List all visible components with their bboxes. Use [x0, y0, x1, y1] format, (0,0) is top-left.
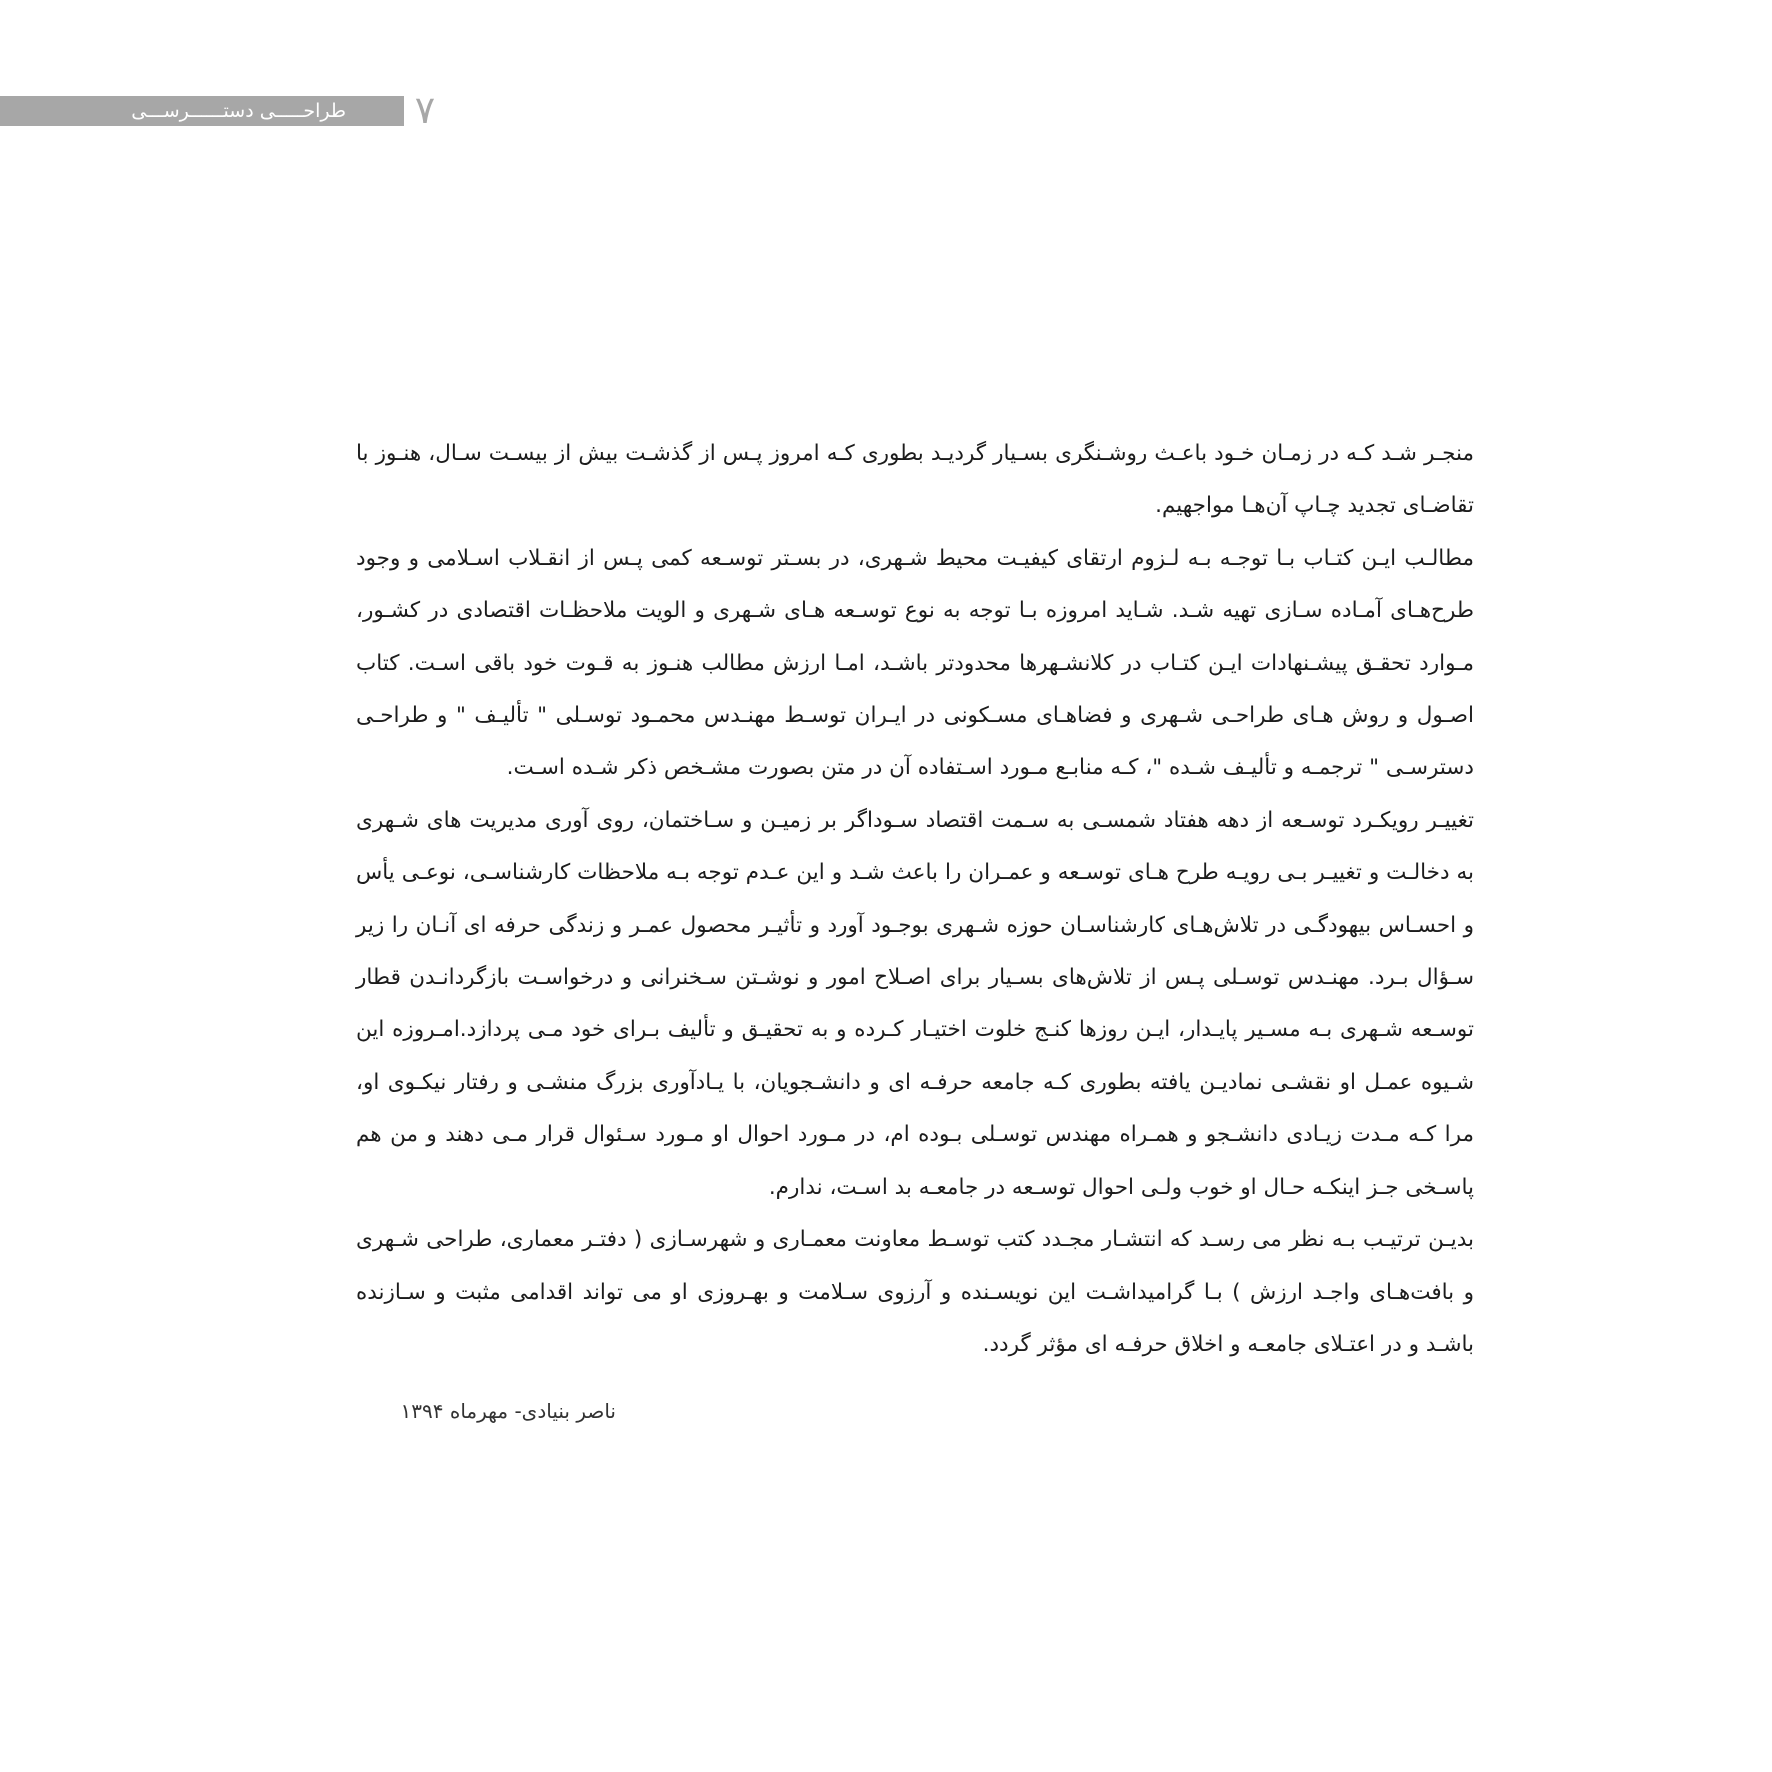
paragraph: منجـر شـد کـه در زمـان خـود باعـث روشـنگری بسـیار گردیـد بطوری کـه امروز پـس از گذشـت بیش از بیسـت سـال، هنـوز با تقاضـای تجدید چـاپ آن‌هـا مواجهیم.	[356, 441, 1474, 519]
running-header-band	[0, 96, 404, 126]
author-signature-line: ناصر بنیادی- مهرماه ۱۳۹۴	[400, 1399, 616, 1423]
paragraph: بدیـن ترتیـب بـه نظر می رسـد که انتشـار مجـدد کتب توسـط معاونت معمـاری و شهرسـازی ( دفتـر معماری، طراحی شـهری و بافت‌هـای واجـد ارزش ) بـا گرامیداشـت این نویسـنده و آرزوی سـلامت و بهـروزی او می تواند اقدامی مثبت و سـازنده باشـد و در اعتـلای جامعـه و اخلاق حرفـه ای مؤثر گردد.	[356, 1227, 1474, 1357]
body-text	[356, 428, 1474, 1371]
page-number: ۷	[414, 88, 436, 132]
paragraph: تغییـر رویکـرد توسـعه از دهه هفتاد شمسـی به سـمت اقتصاد سـوداگر بر زمیـن و سـاختمان، روی آوری مدیریت های شـهری به دخالـت و تغییـر بـی رویـه طرح هـای توسـعه و عمـران را باعث شـد و این عـدم توجه بـه ملاحظات کارشناسـی، نوعـی یأس و احسـاس بیهودگـی در تلاش‌هـای کارشناسـان حوزه شـهری بوجـود آورد و تأثیـر محصول عمـر و زندگی حرفه ای آنـان را زیر سـؤال بـرد. مهنـدس توسـلی پـس از تلاش‌های بسـیار برای اصـلاح امور و نوشـتن سـخنرانی و درخواسـت بازگردانـدن قطار توسـعه شـهری بـه مسـیر پایـدار، ایـن روزها کنـج خلوت اختیـار کـرده و به تحقیـق و تألیف بـرای خود مـی پردازد.امـروزه این شـیوه عمـل او نقشـی نمادیـن یافته بطوری کـه جامعه حرفـه ای و دانشـجویان، با یـادآوری بزرگ منشـی و رفتار نیکـوی او، مرا کـه مـدت زیـادی دانشـجو و همـراه مهندس توسـلی بـوده ام، در مـورد احوال او مـورد سـئوال قرار مـی دهند و من هم پاسـخی جـز اینکـه حـال او خوب ولـی احوال توسـعه در جامعـه بد اسـت، ندارم.	[356, 807, 1474, 1200]
running-title: طراحـــــی دستــــــرســـی	[131, 100, 346, 122]
paragraph: مطالـب ایـن کتـاب بـا توجـه بـه لـزوم ارتقای کیفیـت محیط شـهری، در بسـتر توسـعه کمی پـس از انقـلاب اسـلامی و وجود طرح‌هـای آمـاده سـازی تهیه شـد. شـاید امروزه بـا توجه به نوع توسـعه هـای شـهری و الویت ملاحظـات اقتصادی در کشـور، مـوارد تحقـق پیشـنهادات ایـن کتـاب در کلانشـهرها محدودتر باشـد، امـا ارزش مطالب هنـوز به قـوت خود باقی اسـت. کتاب اصـول و روش هـای طراحـی شـهری و فضاهـای مسـکونی در ایـران توسـط مهنـدس محمـود توسـلی " تألیـف " و طراحـی دسترسـی " ترجمـه و تألیـف شـده "، کـه منابـع مـورد اسـتفاده آن در متن بصورت مشـخص ذکر شـده اسـت.	[356, 545, 1474, 781]
